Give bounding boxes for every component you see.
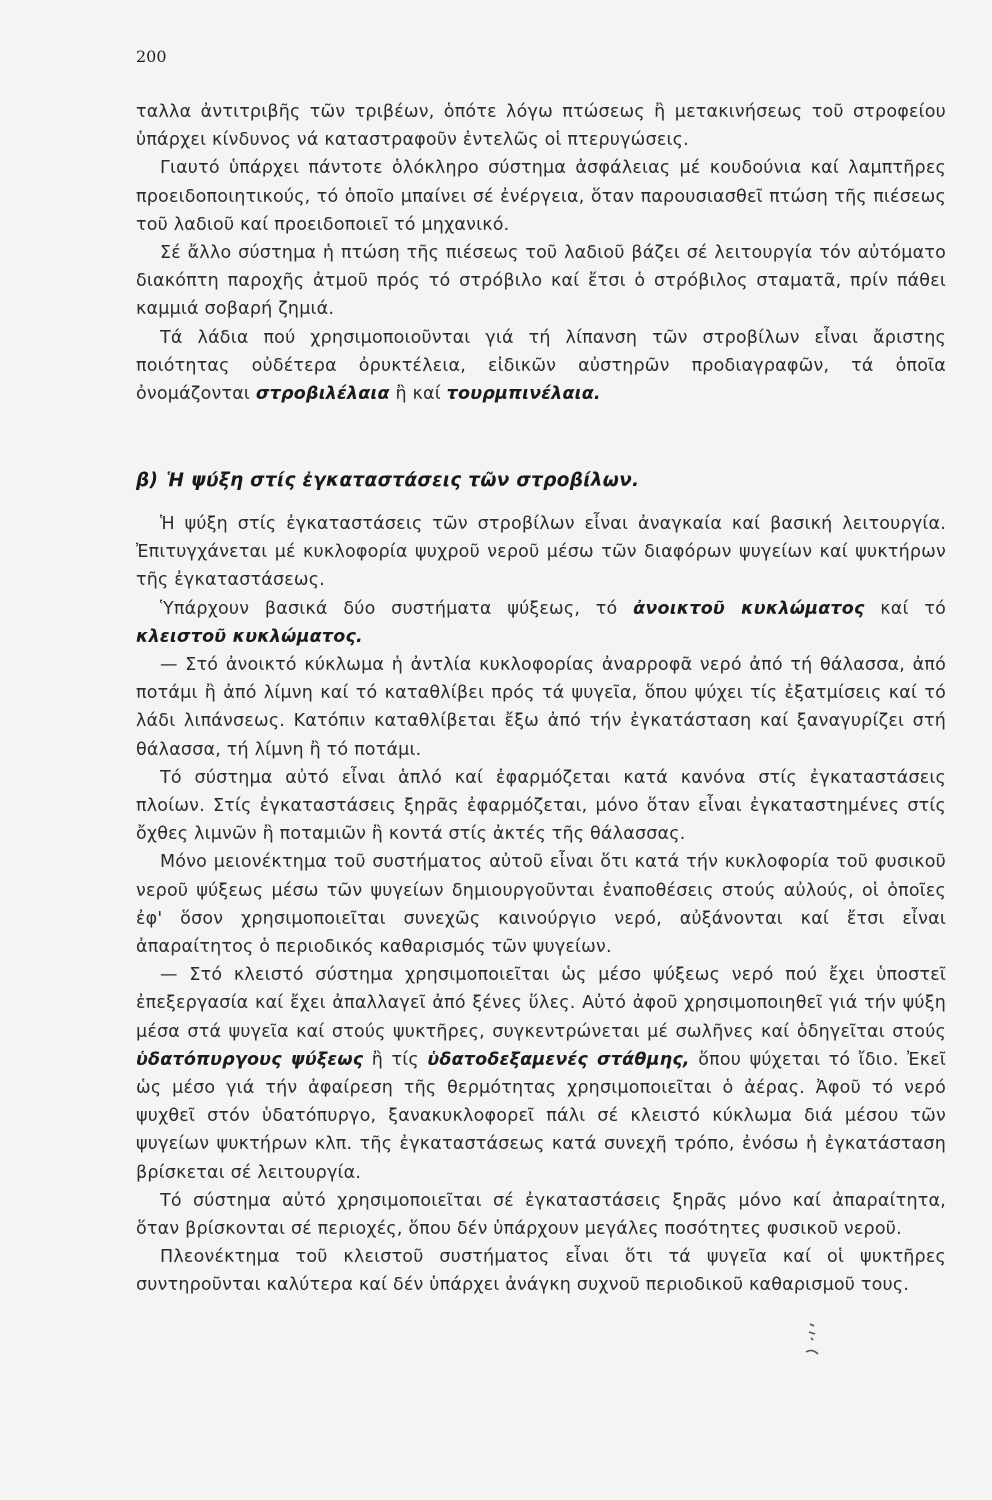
term-open-circuit: ἀνοικτοῦ κυκλώματος: [633, 598, 865, 619]
paragraph-text: Ὑπάρχουν βασικά δύο συστήματα ψύξεως, τό: [160, 598, 634, 619]
paragraph: Μόνο μειονέκτημα τοῦ συστήματος αὐτοῦ εἶναι ὅτι κατά τήν κυκλοφορία τοῦ φυσικοῦ νεροῦ ψύξεως μέσω τῶν ψυγείων δημιουργοῦνται ἐναποθέσεις στούς αὐλούς, οἱ ὁποῖες ἐφ' ὅσον χρησιμοποιεῖται συνεχῶς καινούργιο νερό, αὐξάνονται καί ἔτσι εἶναι ἀπαραίτητος ὁ περιοδικός καθαρισμός τῶν ψυγείων.: [136, 852, 946, 958]
term-tourbineleaia: τουρμπινέλαια.: [446, 384, 601, 405]
section-title: Ἡ ψύξη στίς ἐγκαταστάσεις τῶν στροβίλων.: [166, 470, 640, 491]
paragraph-text: καί τό: [864, 598, 946, 619]
paragraph: Τό σύστημα αὐτό χρησιμοποιεῖται σέ ἐγκαταστάσεις ξηρᾶς μόνο καί ἀπαραίτητα, ὅταν βρίσκονται σέ περιοχές, ὅπου δέν ὑπάρχουν μεγάλες ποσότητες φυσικοῦ νεροῦ.: [136, 1190, 946, 1240]
paragraph: [136, 595, 946, 651]
paragraph: — Στό ἀνοικτό κύκλωμα ἡ ἀντλία κυκλοφορίας ἀναρροφᾶ νερό ἀπό τή θάλασσα, ἀπό ποτάμι ἢ ἀπό λίμνη καί τό καταθλίβει πρός τά ψυγεῖα, ὅπου ψύχει τίς ἐξατμίσεις καί τό λάδι λιπάνσεως. Κατόπιν καταθλίβεται ἔξω ἀπό τήν ἐγκατάσταση καί ξαναγυρίζει στή θάλασσα, τή λίμνη ἢ τό ποτάμι.: [136, 655, 946, 760]
paragraph: ταλλα ἀντιτριβῆς τῶν τριβέων, ὁπότε λόγω πτώσεως ἢ μετακινήσεως τοῦ στροφείου ὑπάρχει κίνδυνος νά καταστραφοῦν ἐντελῶς οἱ πτερυγώσεις.: [136, 102, 946, 151]
paragraph: Σέ ἄλλο σύστημα ἡ πτώση τῆς πιέσεως τοῦ λαδιοῦ βάζει σέ λειτουργία τόν αὐτόματο διακόπτη παροχῆς ἀτμοῦ πρός τό στρόβιλο καί ἔτσι ὁ στρόβιλος σταματᾶ, πρίν πάθει καμμιά σοβαρή ζημιά.: [136, 243, 946, 320]
paragraph-text: Τά λάδια πού χρησιμοποιοῦνται γιά τή λίπανση τῶν στροβίλων εἶναι ἄριστης ποιότητας οὐδέτερα ὀρυκτέλεια, εἰδικῶν αὐστηρῶν προδιαγραφῶν, τά ὁποῖα ὀνομάζονται: [136, 327, 946, 405]
paragraph: Ἡ ψύξη στίς ἐγκαταστάσεις τῶν στροβίλων εἶναι ἀναγκαία καί βασική λειτουργία. Ἐπιτυγχάνεται μέ κυκλοφορία ψυχροῦ νεροῦ μέσω τῶν διαφόρων ψυγείων καί ψυκτήρων τῆς ἐγκαταστάσεως.: [136, 514, 946, 591]
paragraph-text: ἢ τίς: [363, 1049, 428, 1070]
paragraph: [136, 961, 946, 1187]
paragraph-text: ἢ καί: [389, 384, 447, 405]
section-letter: β): [136, 470, 159, 491]
term-closed-circuit: κλειστοῦ κυκλώματος.: [136, 626, 363, 647]
intro-text-block: [136, 98, 946, 408]
section-heading: [136, 470, 639, 491]
term-level-tanks: ὑδατοδεξαμενές στάθμης,: [427, 1049, 690, 1070]
paragraph: [136, 324, 946, 409]
paragraph-text: ὅπου ψύχεται τό ἴδιο. Ἐκεῖ ὡς μέσο γιά τήν ἀφαίρεση τῆς θερμότητας χρησιμοποιεῖται ὁ ἀέρας. Ἀφοῦ τό νερό ψυχθεῖ στόν ὑδατόπυργο, ξανακυκλοφορεῖ πάλι σέ κλειστό κύκλωμα διά μέσου τῶν ψυγείων ψυκτήρων κλπ. τῆς ἐγκαταστάσεως κατά συνεχῆ τρόπο, ἐνόσω ἡ ἐγκατάσταση βρίσκεται σέ λειτουργία.: [136, 1049, 946, 1183]
paragraph: Γιαυτό ὑπάρχει πάντοτε ὁλόκληρο σύστημα ἀσφάλειας μέ κουδούνια καί λαμπτῆρες προειδοποιητικούς, τό ὁποῖο μπαίνει σέ ἐνέργεια, ὅταν παρουσιασθεῖ πτώση τῆς πιέσεως τοῦ λαδιοῦ καί προειδοποιεῖ τό μηχανικό.: [136, 158, 946, 235]
paragraph: Τό σύστημα αὐτό εἶναι ἁπλό καί ἐφαρμόζεται κατά κανόνα στίς ἐγκαταστάσεις πλοίων. Στίς ἐγκαταστάσεις ξηρᾶς ἐφαρμόζεται, μόνο ὅταν εἶναι ἐγκαταστημένες στίς ὄχθες λιμνῶν ἢ ποταμιῶν ἢ κοντά στίς ἀκτές τῆς θάλασσας.: [136, 767, 946, 845]
term-stroviletaia: στροβιλέλαια: [255, 384, 390, 405]
page-number: 200: [136, 47, 167, 66]
paragraph-text: — Στό κλειστό σύστημα χρησιμοποιεῖται ὡς μέσο ψύξεως νερό πού ἔχει ὑποστεῖ ἐπεξεργασία καί ἔχει ἀπαλλαγεῖ ἀπό ξένες ὕλες. Αὐτό ἀφοῦ χρησιμοποιηθεῖ γιά τήν ψύξη μέσα στά ψυγεῖα καί στούς ψυκτῆρες, συγκεντρώνεται μέ σωλῆνες καί ὁδηγεῖται στούς: [136, 965, 946, 1042]
section-b-text-block: [136, 510, 946, 1300]
paragraph: Πλεονέκτημα τοῦ κλειστοῦ συστήματος εἶναι ὅτι τά ψυγεῖα καί οἱ ψυκτῆρες συντηροῦνται καλύτερα καί δέν ὑπάρχει ἀνάγκη συχνοῦ περιοδικοῦ καθαρισμοῦ τους.: [136, 1247, 946, 1296]
term-cooling-towers: ὑδατόπυργους ψύξεως: [136, 1049, 364, 1070]
end-ornament-icon: [800, 1320, 824, 1360]
